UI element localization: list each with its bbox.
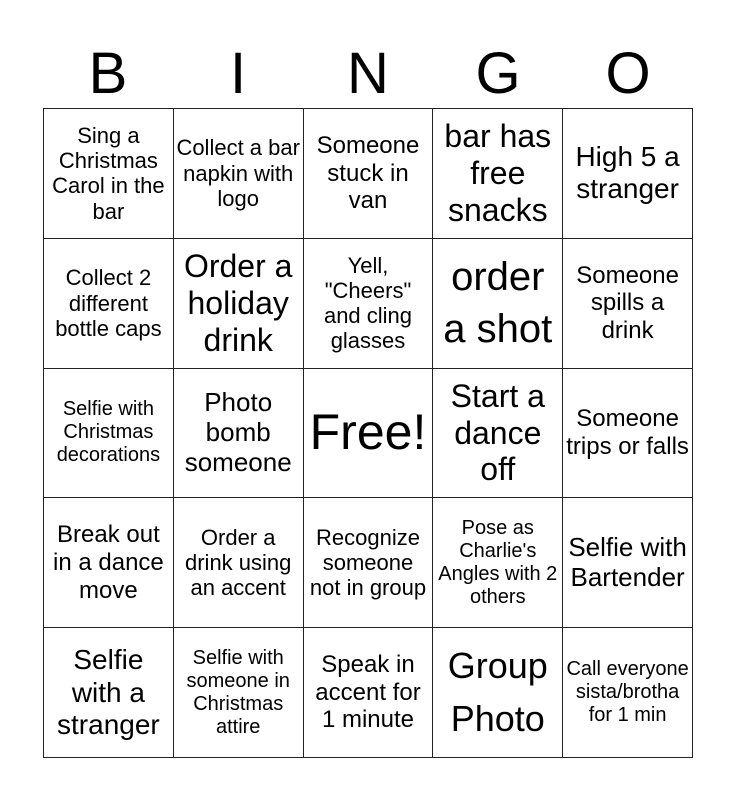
header-letter-n: N	[347, 41, 389, 106]
bingo-cell[interactable]: Sing a Christmas Carol in the bar	[44, 109, 174, 239]
bingo-cell[interactable]: Collect 2 different bottle caps	[44, 239, 174, 369]
bingo-cell[interactable]: Break out in a dance move	[44, 498, 174, 628]
header-letter-g: G	[475, 41, 521, 106]
bingo-cell[interactable]: Recognize someone not in group	[304, 498, 434, 628]
bingo-cell[interactable]: Collect a bar napkin with logo	[174, 109, 304, 239]
bingo-cell[interactable]: Someone spills a drink	[563, 239, 693, 369]
bingo-cell[interactable]: Pose as Charlie's Angles with 2 others	[433, 498, 563, 628]
header-letter-o: O	[605, 41, 651, 106]
bingo-cell[interactable]: Order a drink using an accent	[174, 498, 304, 628]
header-letter-b: B	[88, 41, 128, 106]
bingo-cell[interactable]: Photo bomb someone	[174, 369, 304, 499]
bingo-cell[interactable]: Yell, "Cheers" and cling glasses	[304, 239, 434, 369]
free-space[interactable]: Free!	[304, 369, 434, 499]
bingo-cell[interactable]: Someone trips or falls	[563, 369, 693, 499]
bingo-cell[interactable]: bar has free snacks	[433, 109, 563, 239]
bingo-cell[interactable]: Start a dance off	[433, 369, 563, 499]
bingo-cell[interactable]: Someone stuck in van	[304, 109, 434, 239]
bingo-cell[interactable]: Selfie with a stranger	[44, 628, 174, 758]
bingo-board	[43, 108, 693, 758]
bingo-cell[interactable]: order a shot	[433, 239, 563, 369]
bingo-cell[interactable]: Group Photo	[433, 628, 563, 758]
bingo-cell[interactable]: Call everyone sista/brotha for 1 min	[563, 628, 693, 758]
bingo-cell[interactable]: High 5 a stranger	[563, 109, 693, 239]
bingo-cell[interactable]: Speak in accent for 1 minute	[304, 628, 434, 758]
bingo-cell[interactable]: Selfie with Christmas decorations	[44, 369, 174, 499]
bingo-cell[interactable]: Selfie with Bartender	[563, 498, 693, 628]
bingo-cell[interactable]: Selfie with someone in Christmas attire	[174, 628, 304, 758]
header-letter-i: I	[229, 41, 247, 106]
bingo-cell[interactable]: Order a holiday drink	[174, 239, 304, 369]
bingo-header	[43, 40, 693, 108]
